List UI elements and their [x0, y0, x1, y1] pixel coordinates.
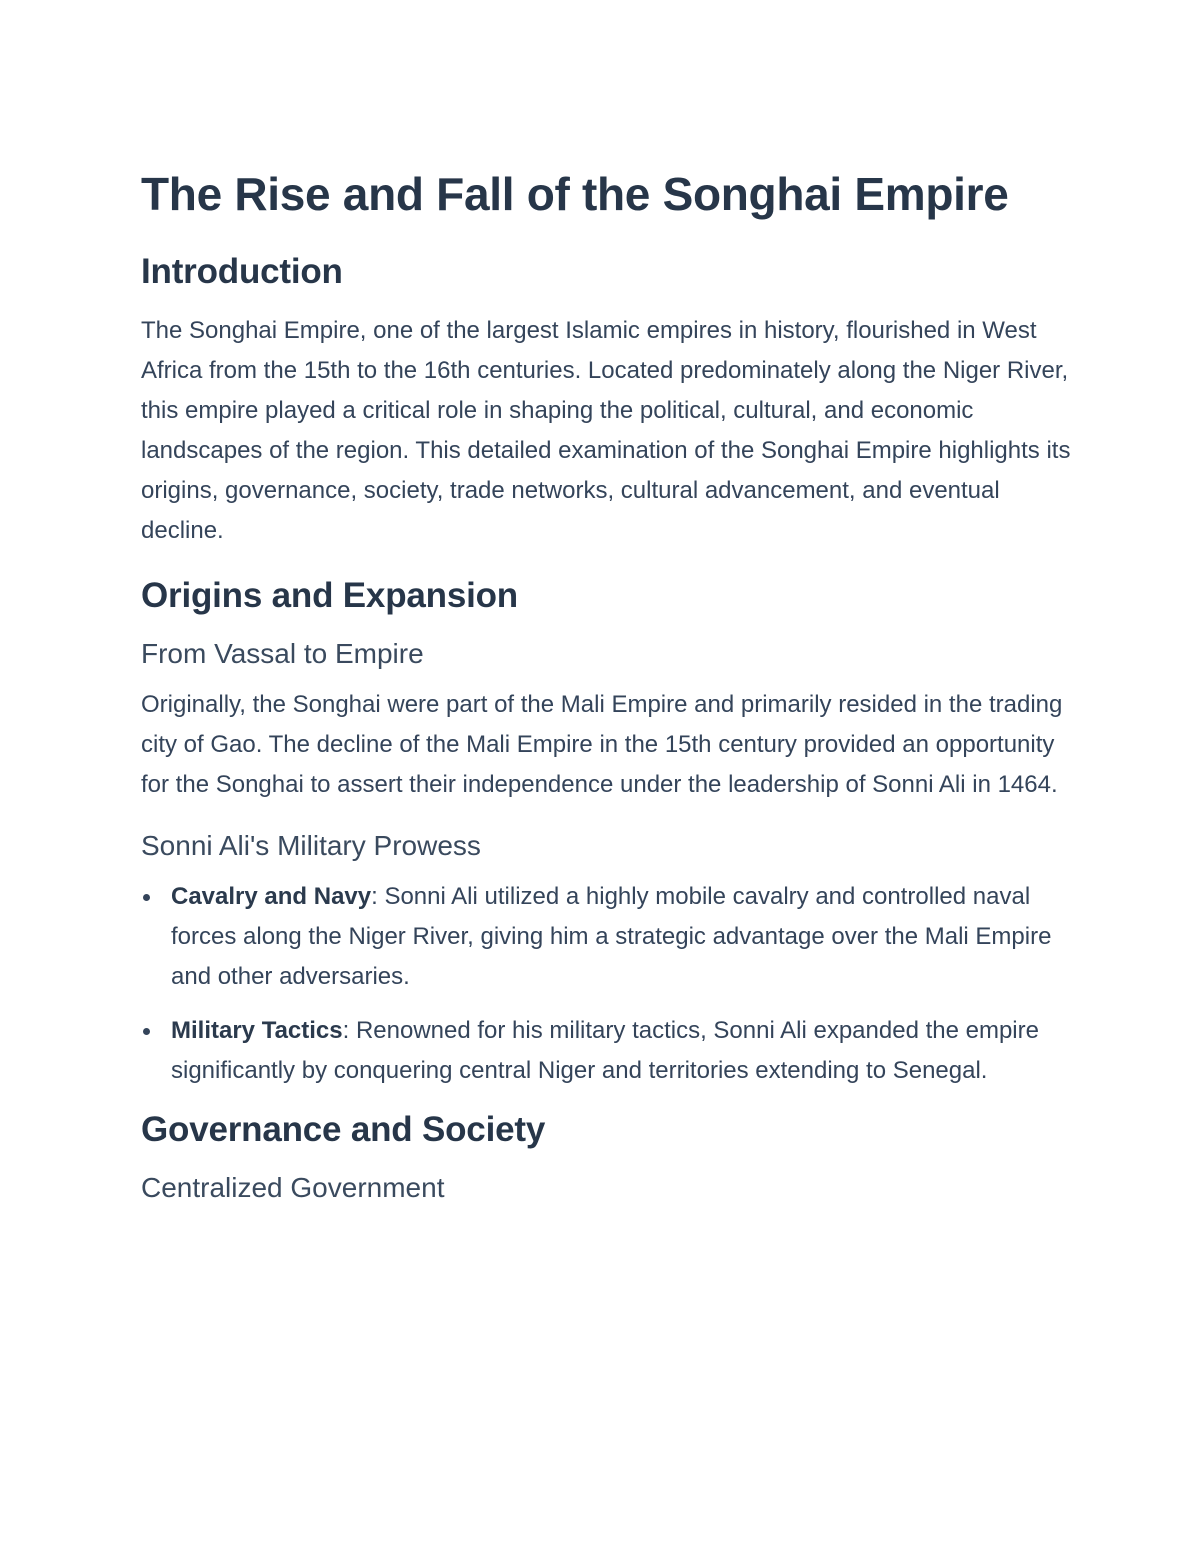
list-item-term: Military Tactics: [171, 1017, 343, 1044]
list-item-text: : Renowned for his military tactics, Sonni Ali expanded the empire significantly by conquering central Niger and territories extending to Senegal.: [171, 1017, 1039, 1084]
subheading-military-prowess: Sonni Ali's Military Prowess: [141, 830, 481, 861]
document-title: The Rise and Fall of the Songhai Empire: [141, 168, 1009, 220]
document-page: [141, 165, 1071, 1219]
list-item-term: Cavalry and Navy: [171, 883, 372, 910]
bullet-icon: [143, 1028, 150, 1035]
section-heading-introduction: Introduction: [141, 252, 343, 291]
introduction-paragraph: The Songhai Empire, one of the largest Islamic empires in history, flourished in West Africa from the 15th to the 16th centuries. Located predominately along the Niger River, this empire played a critical role in shaping the political, cultural, and economic landscapes of the region. This detailed examination of the Songhai Empire highlights its origins, governance, society, trade networks, cultural advancement, and eventual decline.: [141, 317, 1071, 544]
section-heading-governance: Governance and Society: [141, 1110, 546, 1149]
section-heading-origins: Origins and Expansion: [141, 576, 518, 615]
bullet-icon: [143, 894, 150, 901]
subheading-centralized-government: Centralized Government: [141, 1172, 445, 1203]
military-list: [141, 877, 1071, 1091]
list-item: [171, 877, 1071, 997]
subheading-vassal-to-empire: From Vassal to Empire: [141, 638, 424, 669]
list-item-text: : Sonni Ali utilized a highly mobile cavalry and controlled naval forces along the Niger River, giving him a strategic advantage over the Mali Empire and other adversaries.: [171, 883, 1052, 990]
list-item: [171, 1011, 1071, 1091]
vassal-paragraph: Originally, the Songhai were part of the Mali Empire and primarily resided in the trading city of Gao. The decline of the Mali Empire in the 15th century provided an opportunity for the Songhai to assert their independence under the leadership of Sonni Ali in 1464.: [141, 691, 1063, 798]
